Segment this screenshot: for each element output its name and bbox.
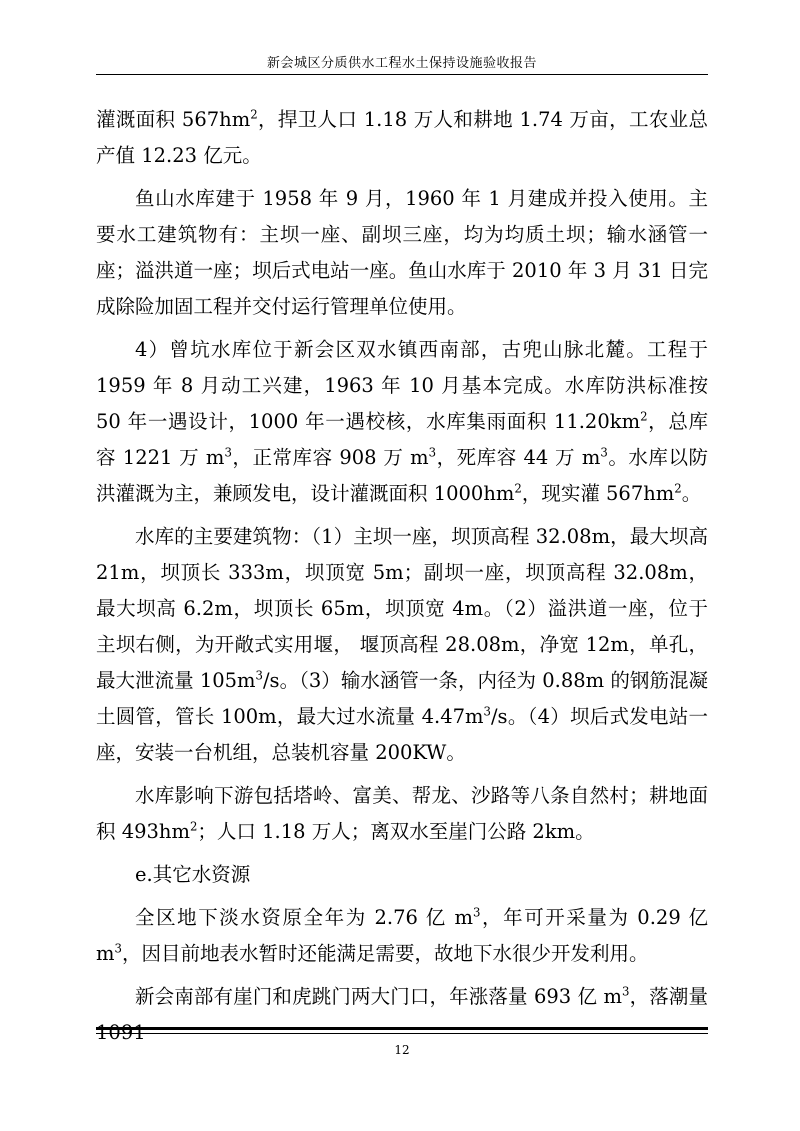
text-run: ，落潮量 bbox=[629, 985, 708, 1008]
superscript: 3 bbox=[114, 941, 122, 956]
superscript: 3 bbox=[255, 668, 263, 683]
superscript: 2 bbox=[640, 409, 648, 424]
paragraph-irrigation-continued bbox=[96, 102, 708, 174]
superscript: 2 bbox=[674, 481, 682, 496]
text-run: ，正常库容 908 万 m bbox=[231, 446, 429, 469]
header-divider bbox=[96, 74, 708, 75]
text-run: 。 bbox=[681, 482, 702, 505]
running-header: 新会城区分质供水工程水土保持设施验收报告 bbox=[266, 56, 537, 71]
superscript: 3 bbox=[473, 905, 481, 920]
text-run: 水库影响下游包括塔岭、富美、帮龙、沙路等八条自然村；耕地面积 493hm bbox=[96, 784, 708, 843]
superscript: 2 bbox=[250, 107, 258, 122]
footer-divider-thick bbox=[96, 1027, 708, 1030]
page-number: 12 bbox=[394, 1043, 410, 1057]
text-run: ，捍卫人口 1.18 万人和耕地 1.74 万亩，工农业总产值 12.23 亿元。 bbox=[96, 108, 709, 167]
text-run: 灌溉面积 567hm bbox=[96, 108, 251, 131]
superscript: 3 bbox=[224, 445, 232, 460]
superscript: 2 bbox=[514, 481, 522, 496]
footer-divider-thin bbox=[96, 1033, 708, 1034]
superscript: 2 bbox=[189, 819, 198, 834]
text-run: ，因目前地表水暂时还能满足需要，故地下水很少开发利用。 bbox=[121, 942, 649, 965]
text-run: 。水库以防洪灌溉为主，兼顾发电，设计灌溉面积 1000hm bbox=[96, 446, 708, 505]
text-run: /s。（4）坝后式发电站一座，安装一台机组，总装机容量 200KW。 bbox=[96, 705, 708, 764]
text-run: ，现实灌 567hm bbox=[521, 482, 675, 505]
paragraph-tidal-water bbox=[96, 979, 708, 1051]
text-run: 新会南部有崖门和虎跳门两大门口，年涨落量 693 亿 m bbox=[135, 985, 623, 1008]
paragraph-downstream-impact bbox=[96, 778, 708, 850]
paragraph-zengkeng-reservoir bbox=[96, 332, 708, 512]
text-run: ，年可开采量为 0.29 亿 m bbox=[96, 906, 708, 965]
paragraph-groundwater bbox=[96, 900, 708, 972]
superscript: 3 bbox=[483, 704, 491, 719]
section-heading-other-water-resources bbox=[96, 857, 708, 893]
text-run: ，死库容 44 万 m bbox=[436, 446, 601, 469]
document-body bbox=[96, 102, 708, 1058]
text-run: e.其它水资源 bbox=[135, 863, 251, 886]
paragraph-yushan-reservoir bbox=[96, 181, 708, 325]
superscript: 3 bbox=[428, 445, 437, 460]
text-run: ；人口 1.18 万人；离双水至崖门公路 2km。 bbox=[197, 820, 595, 843]
superscript: 3 bbox=[622, 984, 630, 999]
text-run: ，总库容 1221 万 m bbox=[96, 410, 708, 469]
text-run: 4）曾坑水库位于新会区双水镇西南部，古兜山脉北麓。工程于 1959 年 8 月动工兴建，1963 年 10 月基本完成。水库防洪标准按 50 年一遇设计，1000 年一遇校核，水库集雨面积 11.20km bbox=[96, 338, 708, 433]
text-run: /s。（3）输水涵管一条，内径为 0.88m 的钢筋混凝土圆管，管长 100m，最大过水流量 4.47m bbox=[96, 669, 708, 728]
paragraph-main-structures bbox=[96, 519, 708, 771]
superscript: 3 bbox=[600, 445, 608, 460]
text-run: 鱼山水库建于 1958 年 9 月，1960 年 1 月建成并投入使用。主要水工建筑物有：主坝一座、副坝三座，均为均质土坝；输水涵管一座；溢洪道一座；坝后式电站一座。鱼山水库于 2010 年 3 月 31 日完成除险加固工程并交付运行管理单位使用。 bbox=[96, 187, 708, 318]
text-run: 水库的主要建筑物：（1）主坝一座，坝顶高程 32.08m，最大坝高 21m，坝顶长 333m，坝顶宽 5m；副坝一座，坝顶高程 32.08m，最大坝高 6.2m，坝顶长 65m，坝顶宽 4m。（2）溢洪道一座，位于主坝右侧，为开敞式实用堰， 堰顶高程 28.08m，净宽 12m，单孔，最大泄流量 105m bbox=[96, 525, 708, 692]
text-run: 全区地下淡水资原全年为 2.76 亿 m bbox=[135, 906, 474, 929]
